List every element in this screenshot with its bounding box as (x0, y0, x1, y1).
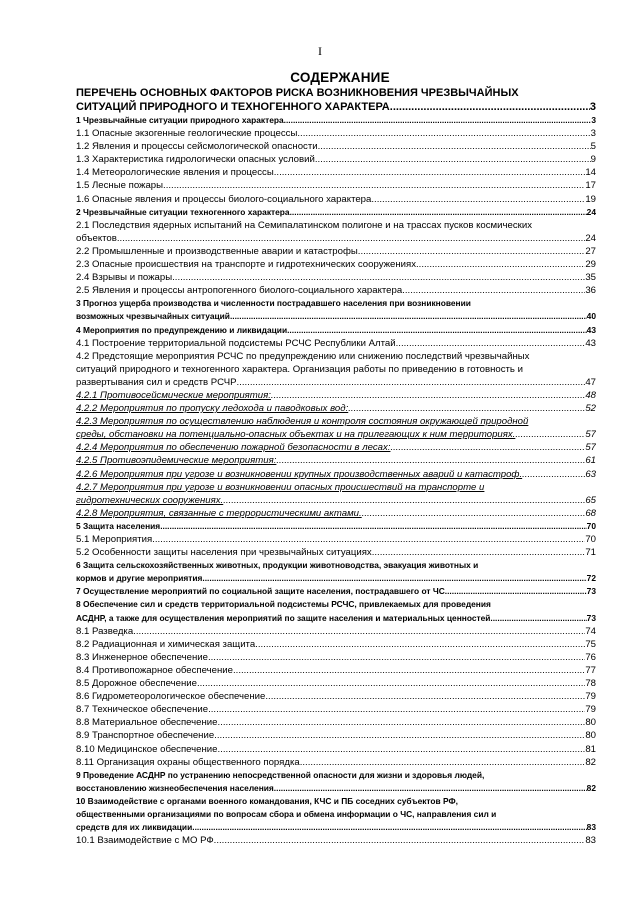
dot-leader (374, 193, 585, 206)
dot-leader (300, 756, 586, 769)
toc-entry-page: 78 (585, 678, 596, 690)
dot-leader (290, 206, 587, 219)
toc-entry-page: 24 (586, 206, 596, 217)
dot-leader (271, 389, 585, 402)
toc-entry-page: 14 (585, 167, 596, 179)
toc-entry[interactable] (76, 664, 596, 677)
toc-entry-title: 1.2 Явления и процессы сейсмологической опасности. (76, 141, 321, 153)
dot-leader (522, 468, 585, 481)
toc-entry-page: 79 (585, 691, 596, 703)
toc-entry[interactable] (76, 507, 596, 520)
toc-entry-title: 1 Чрезвычайные ситуации природного характера (76, 115, 284, 125)
toc-entry-page: 68 (585, 507, 596, 519)
dot-leader (223, 494, 585, 507)
dot-leader (320, 140, 590, 153)
toc-entry[interactable] (76, 677, 596, 690)
toc-entry-text-line: 4.2.3 Мероприятия по осуществлению наблюдения и контроля состояния окружающей природной (76, 416, 529, 428)
toc-entry-title: 8.9 Транспортное обеспечение (76, 730, 215, 742)
toc-entry[interactable] (76, 795, 596, 834)
toc-entry[interactable] (76, 625, 596, 638)
toc-entry-page: 24 (585, 232, 596, 244)
toc-entry-page: 82 (585, 756, 596, 768)
toc-entry[interactable] (76, 179, 596, 192)
toc-entry[interactable] (76, 324, 596, 337)
toc-entry[interactable] (76, 166, 596, 179)
dot-leader (398, 337, 585, 350)
toc-entry[interactable] (76, 651, 596, 664)
toc-entry-page: 43 (585, 337, 596, 349)
toc-entry[interactable] (76, 114, 596, 127)
toc-entry-page: 65 (585, 494, 596, 506)
toc-entry-page: 17 (585, 180, 596, 192)
toc-entry[interactable] (76, 441, 596, 454)
toc-entry-title: возможных чрезвычайных ситуаций (76, 311, 230, 322)
toc-entry-page: 57 (585, 429, 596, 441)
dot-leader (390, 100, 590, 114)
dot-leader (274, 166, 586, 179)
toc-entry-page: 48 (585, 389, 596, 401)
dot-leader (152, 533, 585, 546)
toc-entry-text-line: 4.2.7 Мероприятия при угрозе и возникновении опасных происшествий на транспорте и (76, 481, 485, 493)
toc-entry[interactable] (76, 559, 596, 585)
dot-leader (360, 245, 585, 258)
toc-entry-page: 77 (585, 664, 596, 676)
dot-leader (166, 179, 586, 192)
toc-entry-page: 70 (585, 534, 596, 545)
page-number: I (318, 44, 322, 58)
dot-leader (233, 664, 585, 677)
toc-entry-title: 8.6 Гидрометеорологическое обеспечение (76, 691, 266, 703)
toc-entry[interactable] (76, 756, 596, 769)
toc-entry-page: 83 (585, 835, 596, 847)
dot-leader (197, 677, 585, 690)
dot-leader (284, 114, 592, 127)
toc-entry-page: 73 (586, 612, 596, 623)
dot-leader (133, 625, 585, 638)
toc-entry[interactable] (76, 481, 596, 507)
toc-entry-title: 2 Чрезвычайные ситуации техногенного характера (76, 206, 290, 217)
toc-entry[interactable] (76, 337, 596, 350)
toc-entry-page: 73 (586, 586, 596, 597)
toc-entry-page: 76 (585, 651, 596, 663)
toc-entry-title: 8.8 Материальное обеспечение (76, 717, 218, 729)
toc-entry-page: 57 (585, 442, 596, 454)
toc-entry-title: 4.2.4 Мероприятия по обеспечению пожарной безопасности в лесах: (76, 442, 391, 454)
dot-leader (160, 520, 586, 533)
toc-entry[interactable] (76, 258, 596, 271)
dot-leader (374, 546, 585, 559)
toc-entry-title: развертывания сил и средств РСЧР (76, 376, 237, 388)
toc-entry-page: 5 (590, 141, 596, 153)
toc-entry[interactable] (76, 533, 596, 546)
toc-entry[interactable] (76, 389, 596, 402)
toc-entry-title: 8.11 Организация охраны общественного порядка (76, 756, 300, 768)
toc-entry[interactable] (76, 402, 596, 415)
toc-entry-title: гидротехнических сооружениях. (76, 494, 224, 506)
dot-leader (362, 507, 586, 520)
toc-entry-page: 47 (585, 376, 596, 388)
toc-entry-title: среды, обстановки на потенциально-опасных объектах и на прилегающих к ним территориях. (76, 429, 516, 441)
toc-entry[interactable] (76, 297, 596, 323)
toc-entry-title: 2.5 Явления и процессы антропогенного биолого-социального характера. (76, 285, 405, 297)
toc-entry[interactable] (76, 219, 596, 245)
toc-entry[interactable] (76, 206, 596, 219)
toc-entry[interactable] (76, 271, 596, 284)
toc-entry-page: 83 (586, 822, 596, 833)
toc-entry[interactable] (76, 598, 596, 624)
dot-leader (287, 324, 587, 337)
toc-entry-title: 4.1 Построение территориальной подсистемы РСЧС Республики Алтай. (76, 337, 399, 349)
dot-leader (175, 271, 586, 284)
toc-entry-title: 8.7 Техническое обеспечение (76, 704, 209, 716)
toc-entry-title: 4 Мероприятия по предупреждению и ликвидации (76, 324, 288, 335)
dot-leader (258, 638, 585, 651)
toc-entry-title: 1.6 Опасные явления и процессы биолого-социального характера. (76, 193, 375, 205)
toc-entry-text-line: 2.1 Последствия ядерных испытаний на Семипалатинском полигоне и на трассах пусков космических (76, 219, 532, 231)
toc-entry-text-line: 6 Защита сельскохозяйственных животных, продукции животноводства, эвакуация животных и (76, 560, 479, 571)
toc-entry-page: 9 (590, 154, 596, 166)
dot-leader (405, 284, 585, 297)
dot-leader (447, 585, 587, 598)
toc-entry[interactable] (76, 703, 596, 716)
toc-entry-page: 3 (591, 115, 596, 125)
toc-entry-title: СИТУАЦИЙ ПРИРОДНОГО И ТЕХНОГЕННОГО ХАРАКТЕРА (76, 101, 390, 113)
toc-entry-page: 70 (586, 520, 596, 531)
toc-entry[interactable] (76, 743, 596, 756)
toc-entry-title: 4.2.5 Противоэпидемические мероприятия: (76, 455, 277, 467)
toc-entry-text-line: 3 Прогноз ущерба производства и численности пострадавшего населения при возникновении (76, 298, 471, 309)
toc-entry-title: 1.4 Метеорологические явления и процессы (76, 167, 274, 179)
toc-entry[interactable] (76, 585, 596, 598)
dot-leader (237, 376, 586, 389)
toc-entry-title: 1.5 Лесные пожары. (76, 180, 166, 192)
toc-entry[interactable] (76, 140, 596, 153)
toc-entry-page: 79 (585, 704, 596, 716)
toc-entry-page: 74 (585, 625, 596, 637)
toc-entry-title: 8.10 Медицинское обеспечение (76, 743, 218, 755)
dot-leader (117, 232, 585, 245)
toc-entry[interactable] (76, 284, 596, 297)
toc-entry-title: 2.2 Промышленные и производственные аварии и катастрофы. (76, 245, 361, 257)
toc-entry-title: средств для их ликвидации. (76, 822, 195, 833)
toc-entry-title: 2.3 Опасные происшествия на транспорте и гидротехнических сооружениях (76, 259, 417, 271)
dot-leader (208, 651, 585, 664)
toc-entry-page: 63 (585, 468, 596, 480)
toc-entry-title: 1.3 Характеристика гидрологически опасных условий (76, 154, 315, 166)
toc-entry-page: 75 (585, 638, 596, 650)
toc-entry-title: 4.2.8 Мероприятия, связанные с террористическими актами. (76, 507, 362, 519)
toc-entry[interactable] (76, 153, 596, 166)
toc-entry[interactable] (76, 415, 596, 441)
toc-entry-title: объектов (76, 232, 117, 244)
toc-entry-title: 5.2 Особенности защиты населения при чрезвычайных ситуациях. (76, 547, 375, 559)
toc-entry[interactable] (76, 350, 596, 389)
toc-entry-title: 2.4 Взрывы и пожары. (76, 272, 175, 284)
dot-leader (297, 127, 590, 140)
toc-entry-page: 71 (585, 547, 596, 559)
toc-entry-text-line: ситуаций природного и техногенного характера. Организация работы по приведению в готовность и (76, 363, 523, 375)
toc-entry-page: 35 (585, 272, 596, 284)
toc-entry-title: 4.2.6 Мероприятия при угрозе и возникновении крупных производственных аварий и катастроф. (76, 468, 523, 480)
toc-entry-page: 40 (586, 311, 596, 322)
toc-entry[interactable] (76, 638, 596, 651)
toc-entry-title: 5.1 Мероприятия (76, 534, 153, 545)
toc-entry-title: 4.2.1 Противосейсмические мероприятия: (76, 389, 271, 401)
dot-leader (195, 821, 587, 834)
toc-entry-title: АСДНР, а также для осуществления мероприятий по защите населения и материальных ценностей (76, 612, 491, 623)
toc-entry-title: 8.4 Противопожарное обеспечение (76, 664, 233, 676)
toc-entry-text-line: ПЕРЕЧЕНЬ ОСНОВНЫХ ФАКТОРОВ РИСКА ВОЗНИКНОВЕНИЯ ЧРЕЗВЫЧАЙНЫХ (76, 87, 519, 99)
dot-leader (490, 612, 586, 625)
dot-leader (348, 402, 585, 415)
dot-leader (276, 782, 587, 795)
toc-entry[interactable] (76, 546, 596, 559)
dot-leader (390, 441, 585, 454)
toc-entry-text-line: 8 Обеспечение сил и средств территориальной подсистемы РСЧС, привлекаемых для проведения (76, 599, 491, 610)
dot-leader (416, 258, 585, 271)
toc-entry[interactable] (76, 690, 596, 703)
page-title: СОДЕРЖАНИЕ (290, 70, 390, 85)
dot-leader (265, 690, 585, 703)
toc-entry-text-line: 4.2 Предстоящие мероприятия РСЧС по предупреждению или снижению последствий чрезвычайных (76, 350, 530, 362)
toc-entry[interactable] (76, 86, 596, 114)
toc-entry-page: 72 (586, 573, 596, 584)
toc-entry-title: восстановлению жизнеобеспечения населения. (76, 782, 277, 793)
toc-entry-title: 8.2 Радиационная и химическая защита. (76, 638, 258, 650)
toc-entry-page: 80 (585, 730, 596, 742)
toc-entry-page: 3 (590, 128, 596, 140)
toc-entry-title: кормов и другие мероприятия. (76, 573, 205, 584)
dot-leader (218, 743, 586, 756)
toc-entry-page: 43 (586, 324, 596, 335)
toc-entry-text-line: 9 Проведение АСДНР по устранению непосредственной опасности для жизни и здоровья людей, (76, 769, 485, 780)
dot-leader (315, 153, 591, 166)
toc-entry-title: 8.1 Разведка (76, 625, 134, 637)
dot-leader (515, 428, 585, 441)
toc-entry[interactable] (76, 520, 596, 533)
toc-entry-text-line: общественными организациями по вопросам сбора и обмена информации о ЧС, направления сил и (76, 808, 497, 819)
toc-entry-title: 10.1 Взаимодействие с МО РФ. (76, 835, 217, 847)
toc-entry-title: 1.1 Опасные экзогенные геологические процессы (76, 128, 298, 140)
toc-entry[interactable] (76, 834, 596, 847)
toc-entry[interactable] (76, 729, 596, 742)
toc-entry-page: 27 (585, 245, 596, 257)
dot-leader (214, 729, 585, 742)
toc-entry[interactable] (76, 769, 596, 795)
dot-leader (208, 703, 585, 716)
toc-entry-page: 52 (585, 403, 596, 415)
dot-leader (205, 572, 587, 585)
toc-entry[interactable] (76, 716, 596, 729)
toc-entry-page: 82 (586, 782, 596, 793)
toc-entry-title: 8.3 Инженерное обеспечение (76, 651, 208, 663)
dot-leader (218, 716, 586, 729)
toc-entry-page: 36 (585, 285, 596, 297)
toc-entry[interactable] (76, 468, 596, 481)
toc-entry-title: 7 Осуществление мероприятий по социальной защите населения, пострадавшего от ЧС. (76, 586, 448, 597)
toc-entry[interactable] (76, 127, 596, 140)
toc-entry-title: 8.5 Дорожное обеспечение (76, 678, 197, 690)
toc-entry[interactable] (76, 245, 596, 258)
toc-entry[interactable] (76, 454, 596, 467)
toc-entry-page: 80 (585, 717, 596, 729)
dot-leader (216, 834, 585, 847)
toc-entry-page: 29 (585, 259, 596, 271)
toc-entry[interactable] (76, 193, 596, 206)
toc-entry-page: 81 (585, 743, 596, 755)
toc-entry-title: 5 Защита населения (76, 520, 161, 531)
toc-entry-page: 19 (585, 193, 596, 205)
table-of-contents (76, 86, 596, 847)
toc-entry-page: 3 (589, 101, 596, 113)
toc-entry-text-line: 10 Взаимодействие с органами военного командования, КЧС и ПБ соседних субъектов РФ, (76, 795, 458, 806)
dot-leader (230, 310, 587, 323)
toc-entry-title: 4.2.2 Мероприятия по пропуску ледохода и паводковых вод: (76, 403, 349, 415)
dot-leader (276, 454, 585, 467)
toc-entry-page: 61 (585, 455, 596, 467)
